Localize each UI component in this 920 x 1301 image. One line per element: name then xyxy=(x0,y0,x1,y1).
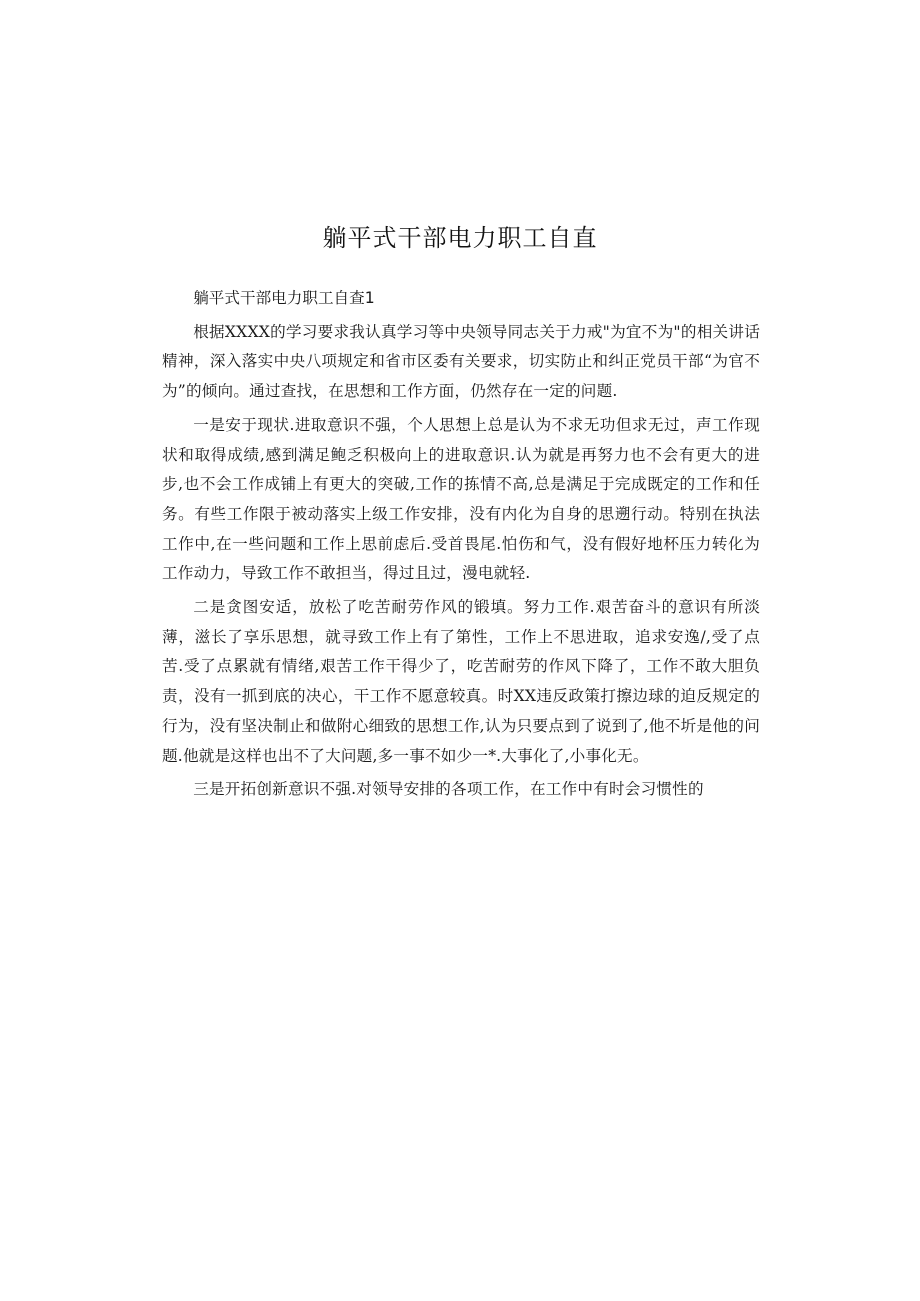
document-title: 躺平式干部电力职工自直 xyxy=(322,224,598,252)
document-body xyxy=(162,284,760,809)
paragraph-intro: 根据XXXX的学习要求我认真学习等中央领导同志关于力戒"为宜不为"的相关讲话精神，深入落实中央八项规定和省市区委有关要求，切实防止和纠正党员干部“为官不为”的倾向。通过查找，在思想和工作方面，仍然存在一定的问题. xyxy=(162,322,760,401)
paragraph-point-three: 三是开拓创新意识不强.对领导安排的各项工作，在工作中有时会习惯性的 xyxy=(193,780,704,799)
paragraph-point-two: 二是贪图安适，放松了吃苦耐劳作风的锻填。努力工作.艰苦奋斗的意识有所淡薄，滋长了享乐思想，就寻致工作上有了第性，工作上不思进取，追求安逸/,受了点苦.受了点累就有情绪,艰苦工作干得少了，吃苦耐劳的作风下降了，工作不敢大胆负责，没有一抓到底的决心，干工作不愿意较真。时XX违反政策打擦边球的迫反规定的行为，没有坚决制止和做附心细致的思想工作,认为只要点到了说到了,他不圻是他的问题.他就是这样也出不了大问题,多一事不如少一*.大事化了,小事化无。 xyxy=(162,598,760,765)
paragraph-point-one: 一是安于现状.进取意识不强，个人思想上总是认为不求无功但求无过，声工作现状和取得成绩,感到满足鲍乏积极向上的进取意识.认为就是再努力也不会有更大的进步,也不会工作成铺上有更大的突破,工作的拣情不高,总是满足于完成既定的工作和任务。有些工作限于被动落实上级工作安排，没有内化为自身的思遡行动。特别在执法工作中,在一些问题和工作上思前虑后.受首畏尾.怕伤和气，没有假好地杯压力转化为工作动力，导致工作不敢担当，得过且过，漫电就轻. xyxy=(162,415,760,583)
document-subtitle: 躺平式干部电力职工自查1 xyxy=(193,289,375,307)
